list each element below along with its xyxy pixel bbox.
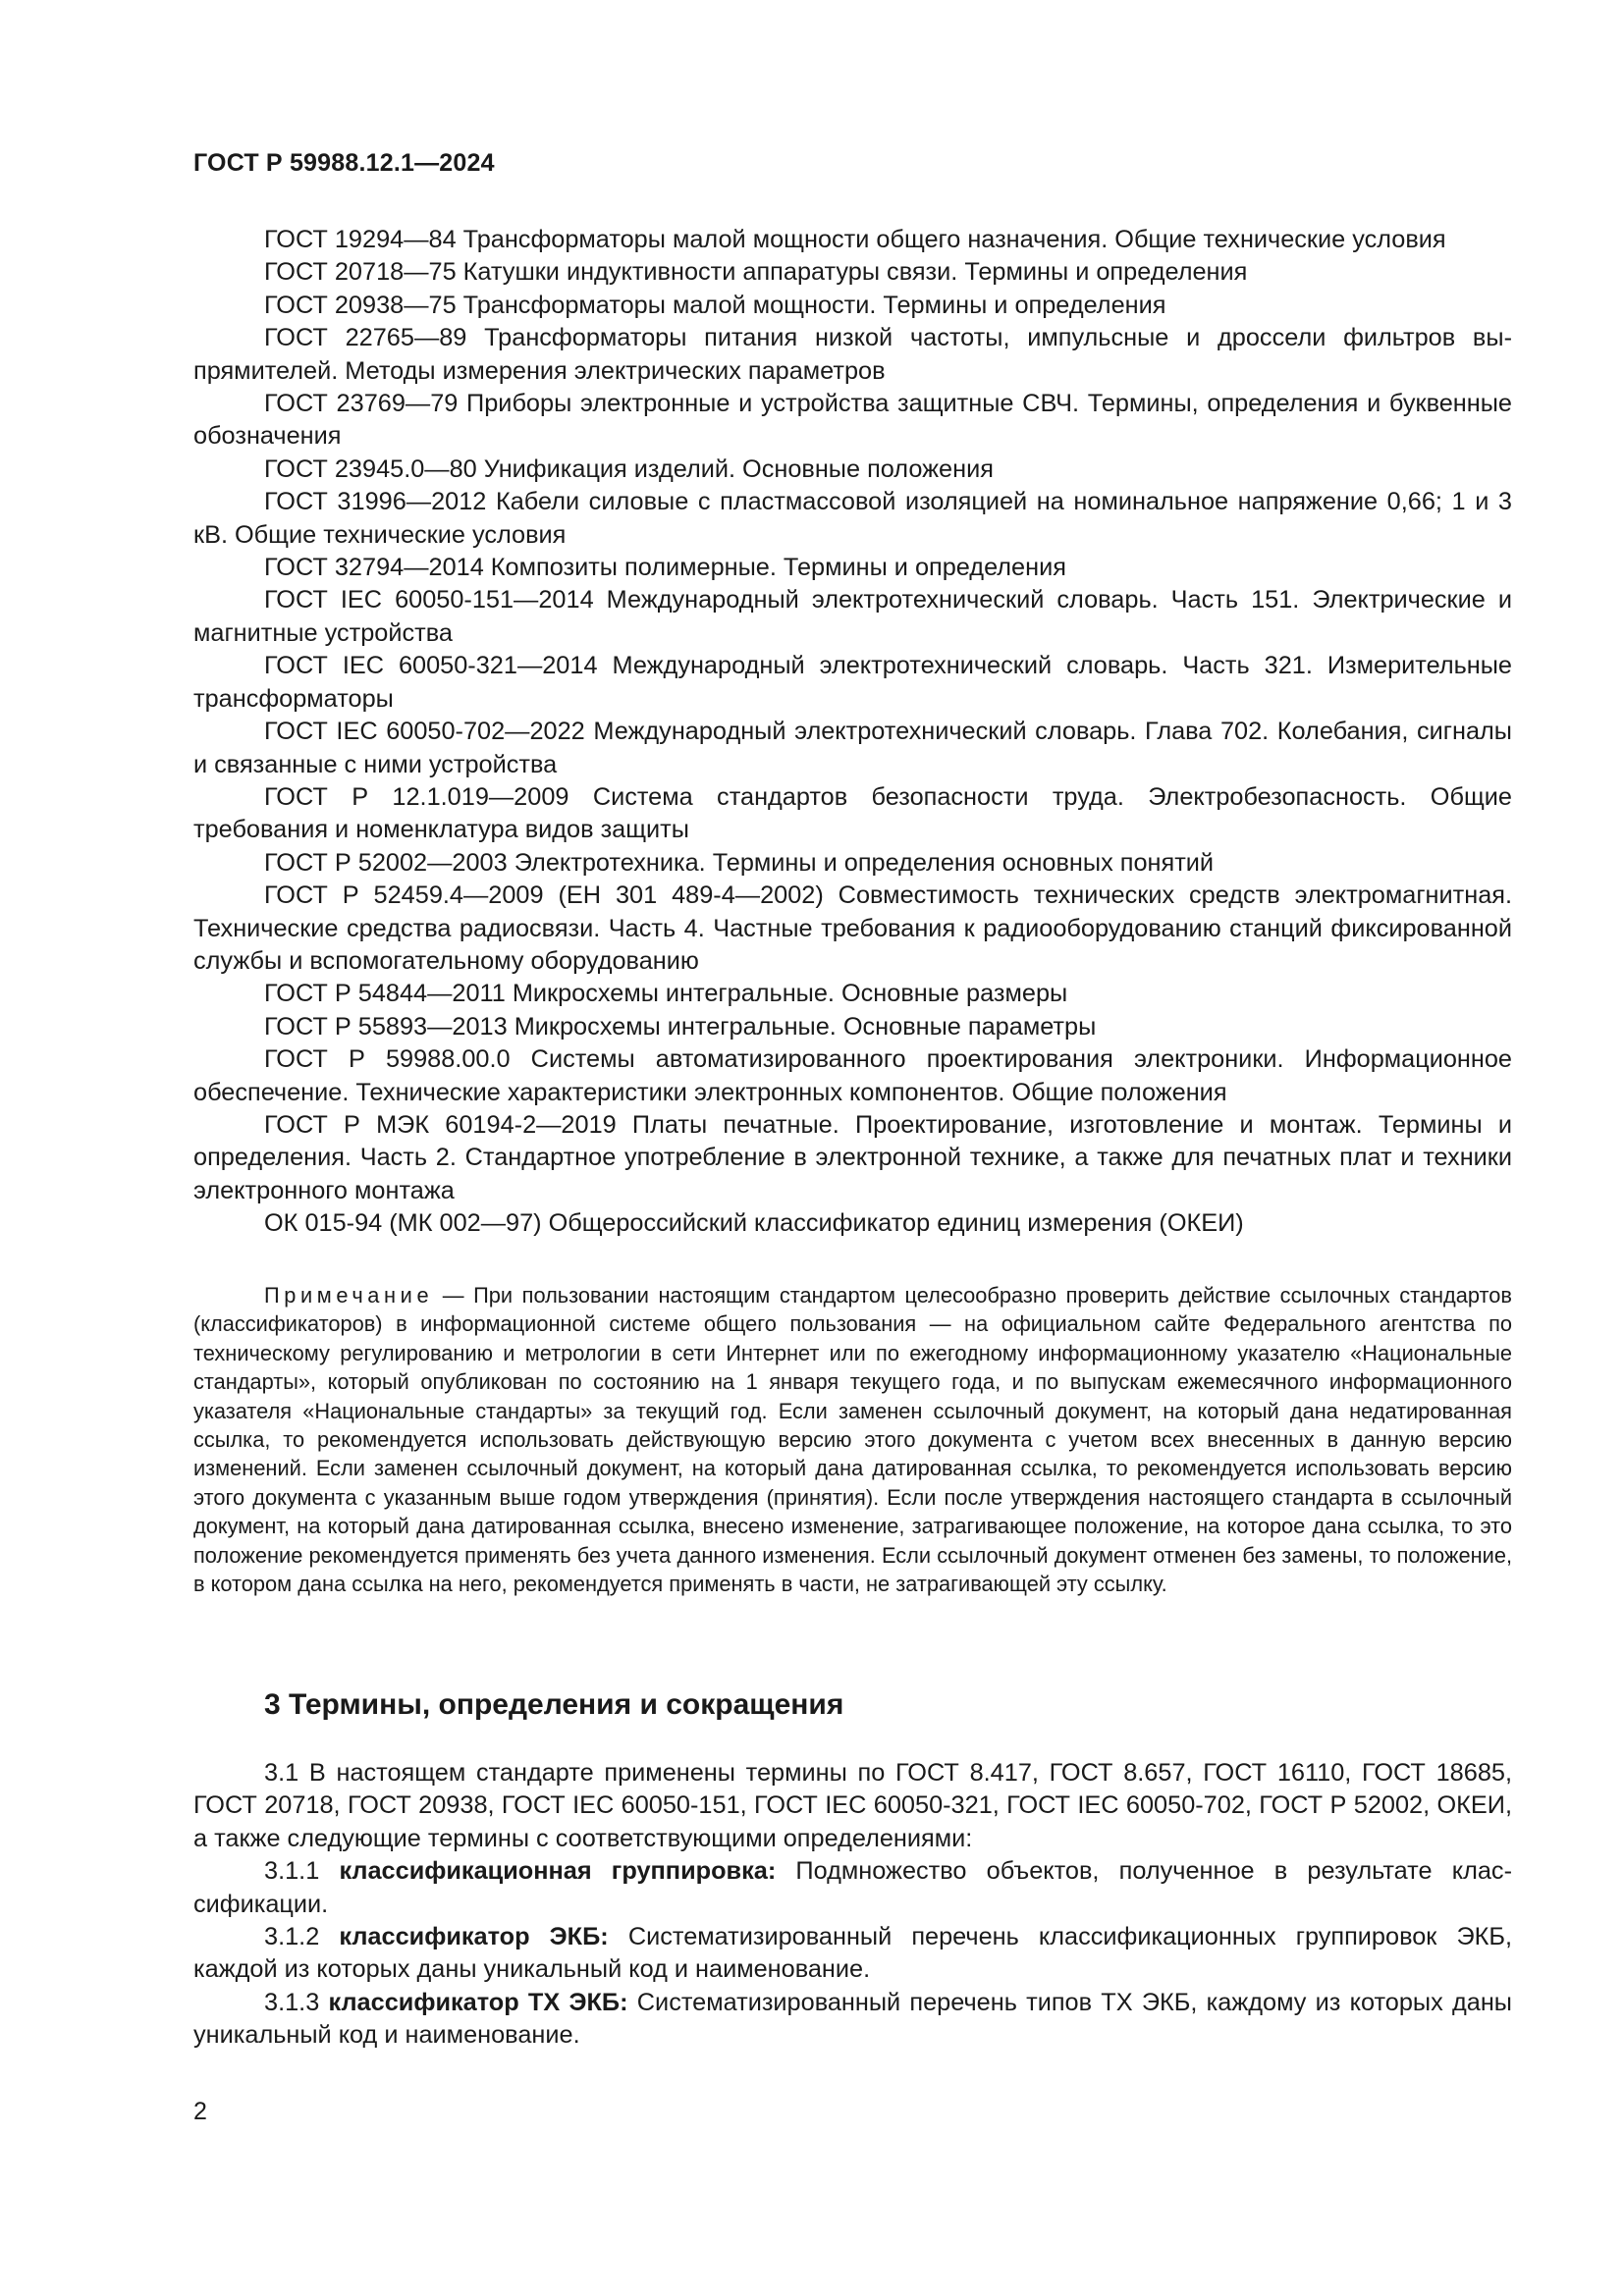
note-label: Примечание xyxy=(264,1283,434,1308)
reference-item: ГОСТ 23945.0—80 Унификация изделий. Основные положения xyxy=(264,454,994,483)
term-definition xyxy=(193,1987,1512,2053)
section-3-title: 3 Термины, определения и сокращения xyxy=(264,1688,844,1721)
reference-item: ГОСТ 19294—84 Трансформаторы малой мощности общего назначения. Общие технические условия xyxy=(264,226,1446,253)
term-number: 3.1.3 xyxy=(264,1988,329,2016)
reference-item: ГОСТ Р 12.1.019—2009 Система стандартов безопасности труда. Электробезопасность. Общие требования и номенклатура видов защиты xyxy=(193,782,1512,844)
reference-item: ОК 015-94 (МК 002—97) Общероссийский классификатор единиц измерения (ОКЕИ) xyxy=(264,1209,1244,1238)
reference-item: ГОСТ Р 54844—2011 Микросхемы интегральные. Основные размеры xyxy=(264,980,1068,1008)
term-number: 3.1.1 xyxy=(264,1857,340,1886)
reference-item: ГОСТ 20938—75 Трансформаторы малой мощности. Термины и определения xyxy=(264,291,1166,319)
reference-item: ГОСТ 32794—2014 Композиты полимерные. Термины и определения xyxy=(264,554,1066,582)
term-definition xyxy=(193,1855,1512,1921)
reference-item: ГОСТ Р 52002—2003 Электротехника. Термины и определения основных понятий xyxy=(264,848,1215,877)
references-note xyxy=(193,1281,1512,1598)
reference-item: ГОСТ IEC 60050-321—2014 Международный электротехнический словарь. Часть 321. Измерительные трансформаторы xyxy=(193,652,1512,713)
terms-section xyxy=(193,1757,1512,2053)
reference-item: ГОСТ Р 59988.00.0 Системы автоматизированного проектирования электроники. Информационное обеспечение. Технические характеристики электронных компонентов. Общие положения xyxy=(193,1045,1512,1106)
document-header-id: ГОСТ Р 59988.12.1—2024 xyxy=(193,149,495,177)
term-text: Подмножество объектов, полученное в результате классификации. xyxy=(193,1857,1512,1918)
term-definition xyxy=(193,1921,1512,1987)
note-text: — При пользовании настоящим стандартом целесообразно проверить действие ссылочных стандартов (классификаторов) в информационной системе общего пользования — на официальном сайте Федерального агентства по техническому регулированию и метрологии в сети Интернет или по ежегодному информационному указателю «Национальные стандарты», который опубликован по состоянию на 1 января текущего года, и по выпускам ежемесячного информационного указателя «Национальные стандарты» за текущий год. Если заменен ссылочный документ, на который дана недатированная ссылка, то рекомендуется использовать действующую версию этого документа с учетом всех внесенных в данную версию изменений. Если заменен ссылочный документ, на который дана датированная ссылка, то рекомендуется использовать версию этого документа с указанным выше годом утверждения (принятия). Если после утверждения настоящего стандарта в ссылочный документ, на который дана датированная ссылка, внесено изменение, затрагивающее положение, на которое дана ссылка, то это положение рекомендуется применять без учета данного изменения. Если ссылочный документ отменен без замены, то положение, в котором дана ссылка на него, рекомендуется применять в части, не затрагивающей эту ссылку. xyxy=(193,1283,1512,1597)
term-name: классификатор ТХ ЭКБ: xyxy=(328,1988,628,2016)
reference-item: ГОСТ 22765—89 Трансформаторы питания низкой частоты, импульсные и дроссели фильтров выпрямителей. Методы измерения электрических параметров xyxy=(193,324,1512,385)
page-number: 2 xyxy=(193,2098,207,2125)
term-text: Систематизированный перечень типов ТХ ЭКБ, каждому из которых даны уникальный код и наименование. xyxy=(193,1988,1512,2050)
reference-item: ГОСТ IEC 60050-702—2022 Международный электротехнический словарь. Глава 702. Колебания, сигналы и связанные с ними устройства xyxy=(193,718,1512,778)
term-name: классификатор ЭКБ: xyxy=(339,1923,609,1951)
reference-item: ГОСТ Р 52459.4—2009 (ЕН 301 489-4—2002) Совместимость технических средств электромагнитная. Технические средства радиосвязи. Часть 4. Частные требования к радиооборудованию станций фиксированной службы и вспомогательному оборудованию xyxy=(193,881,1512,975)
term-number: 3.1.2 xyxy=(264,1923,340,1951)
reference-item: ГОСТ 31996—2012 Кабели силовые с пластмассовой изоляцией на номинальное напряжение 0,66; 1 и 3 кВ. Общие технические условия xyxy=(193,488,1512,549)
reference-item: ГОСТ 23769—79 Приборы электронные и устройства защитные СВЧ. Термины, определения и буквенные обозначения xyxy=(193,390,1512,451)
term-name: классификационная группировка: xyxy=(339,1857,777,1886)
terms-intro: 3.1 В настоящем стандарте применены термины по ГОСТ 8.417, ГОСТ 8.657, ГОСТ 16110, ГОСТ 18685, ГОСТ 20718, ГОСТ 20938, ГОСТ IEC 60050-151, ГОСТ IEC 60050-321, ГОСТ IEC 60050-702, ГОСТ Р 52002, ОКЕИ, а также следующие термины с соответствующими определениями: xyxy=(193,1759,1512,1852)
term-text: Систематизированный перечень классификационных группировок ЭКБ, каждой из которых даны уникальный код и наименование. xyxy=(193,1923,1513,1984)
reference-item: ГОСТ IEC 60050-151—2014 Международный электротехнический словарь. Часть 151. Электрические и магнитные устройства xyxy=(193,586,1512,647)
normative-references-list xyxy=(193,224,1512,1241)
reference-item: ГОСТ 20718—75 Катушки индуктивности аппаратуры связи. Термины и определения xyxy=(264,258,1248,287)
reference-item: ГОСТ Р МЭК 60194-2—2019 Платы печатные. Проектирование, изготовление и монтаж. Термины и определения. Часть 2. Стандартное употребление в электронной технике, а также для печатных плат и техники электронного монтажа xyxy=(193,1110,1512,1204)
reference-item: ГОСТ Р 55893—2013 Микросхемы интегральные. Основные параметры xyxy=(264,1012,1097,1041)
